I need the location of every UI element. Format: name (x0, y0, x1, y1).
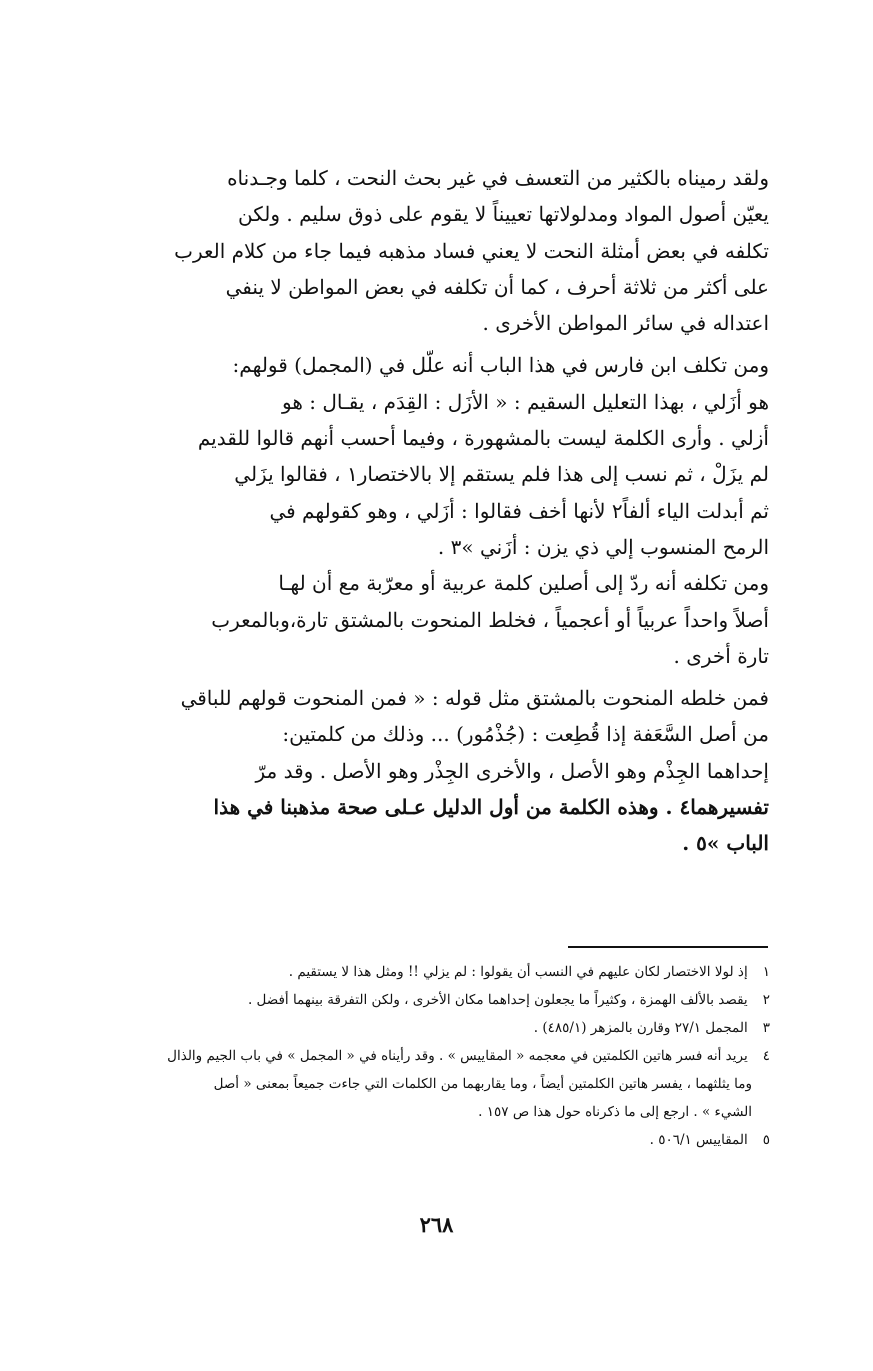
text-line: ومن تكلفه أنه ردّ إلى أصلين كلمة عربية أو معرّبة مع أن لهـا (278, 571, 769, 596)
text-line: يعيّن أصول المواد ومدلولاتها تعييناً لا يقوم على ذوق سليم . ولكن (237, 202, 769, 227)
text-line: تكلفه في بعض أمثلة النحت لا يعني فساد مذهبه فيما جاء من كلام العرب (174, 238, 769, 263)
text-line: من أصل السَّعَفة إذا قُطِعت : (جُذْمُور) ... وذلك من كلمتين: (282, 722, 769, 747)
text-line: أزلي . وأرى الكلمة ليست بالمشهورة ، وفيما أحسب أنهم قالوا للقديم (197, 426, 769, 451)
main-text (93, 160, 769, 862)
text-line: فمن خلطه المنحوت بالمشتق مثل قوله : « فمن المنحوت قولهم للباقي (180, 686, 769, 711)
text-line: تفسيرهما٤ . وهذه الكلمة من أول الدليل عـلى صحة مذهبنا في هذا (213, 795, 769, 820)
footnote-4-continuation: الشيء » . ارجع إلى ما ذكرناه حول هذا ص ١٥٧ . (478, 1104, 752, 1120)
text-line: الباب »٥ . (682, 831, 769, 856)
text-line: الرمح المنسوب إلي ذي يزن : أزَني »٣ . (437, 534, 769, 559)
footnote-text: إذ لولا الاختصار لكان عليهم في النسب أن يقولوا : لم يزلي !! ومثل هذا لا يستقيم . (288, 964, 748, 980)
footnote-4-continuation: وما يثلثهما ، يفسر هاتين الكلمتين أيضاً ، وما يقاربهما من الكلمات التي جاءت جميعاً بمعنى « أصل (213, 1076, 752, 1092)
footnote-number: ٣ (762, 1020, 770, 1036)
text-line: على أكثر من ثلاثة أحرف ، كما أن تكلفه في بعض المواطن لا ينفي (225, 274, 769, 299)
footnote-2 (90, 986, 770, 1014)
text-line: تارة أخرى . (673, 643, 769, 668)
footnote-text: يريد أنه فسر هاتين الكلمتين في معجمه « المقاييس » . وقد رأيناه في « المجمل » في باب الجيم والذال (167, 1048, 748, 1064)
footnote-text: المقاييس ٥٠٦/١ . (649, 1132, 748, 1148)
footnote-1 (90, 958, 770, 986)
text-line: لم يزَلْ ، ثم نسب إلى هذا فلم يستقم إلا بالاختصار١ ، فقالوا يزَلي (234, 462, 769, 487)
text-line: ولقد رميناه بالكثير من التعسف في غير بحث النحت ، كلما وجـدناه (227, 166, 769, 190)
text-line: أصلاً واحداً عربياً أو أعجمياً ، فخلط المنحوت بالمشتق تارة،وبالمعرب (211, 607, 769, 632)
footnote-divider (568, 946, 768, 948)
text-line: اعتداله في سائر المواطن الأخرى . (482, 311, 769, 336)
text-line: ومن تكلف ابن فارس في هذا الباب أنه علّل في (المجمل) قولهم: (232, 353, 769, 378)
text-line: ثم أبدلت الياء ألفاً٢ لأنها أخف فقالوا : أزَلي ، وهو كقولهم في (269, 498, 769, 523)
footnote-text: المجمل ٢٧/١ وقارن بالمزهر (٤٨٥/١) . (533, 1020, 748, 1036)
footnote-text: يقصد بالألف الهمزة ، وكثيراً ما يجعلون إحداهما مكان الأخرى ، ولكن التفرقة بينهما أفضل . (247, 992, 748, 1008)
footnote-number: ٢ (762, 992, 770, 1008)
footnote-4 (90, 1042, 770, 1070)
footnote-number: ٥ (762, 1132, 770, 1148)
page-number: ٢٦٨ (419, 1212, 454, 1237)
footnote-3 (90, 1014, 770, 1042)
footnote-number: ٤ (762, 1048, 770, 1064)
footnotes (90, 958, 770, 1154)
footnote-number: ١ (762, 964, 770, 980)
text-line: إحداهما الجِذْم وهو الأصل ، والأخرى الجِذْر وهو الأصل . وقد مرّ (255, 758, 769, 783)
footnote-5 (90, 1126, 770, 1154)
text-line: هو أزَلي ، بهذا التعليل السقيم : « الأزَل : القِدَم ، يقـال : هو (281, 389, 769, 414)
